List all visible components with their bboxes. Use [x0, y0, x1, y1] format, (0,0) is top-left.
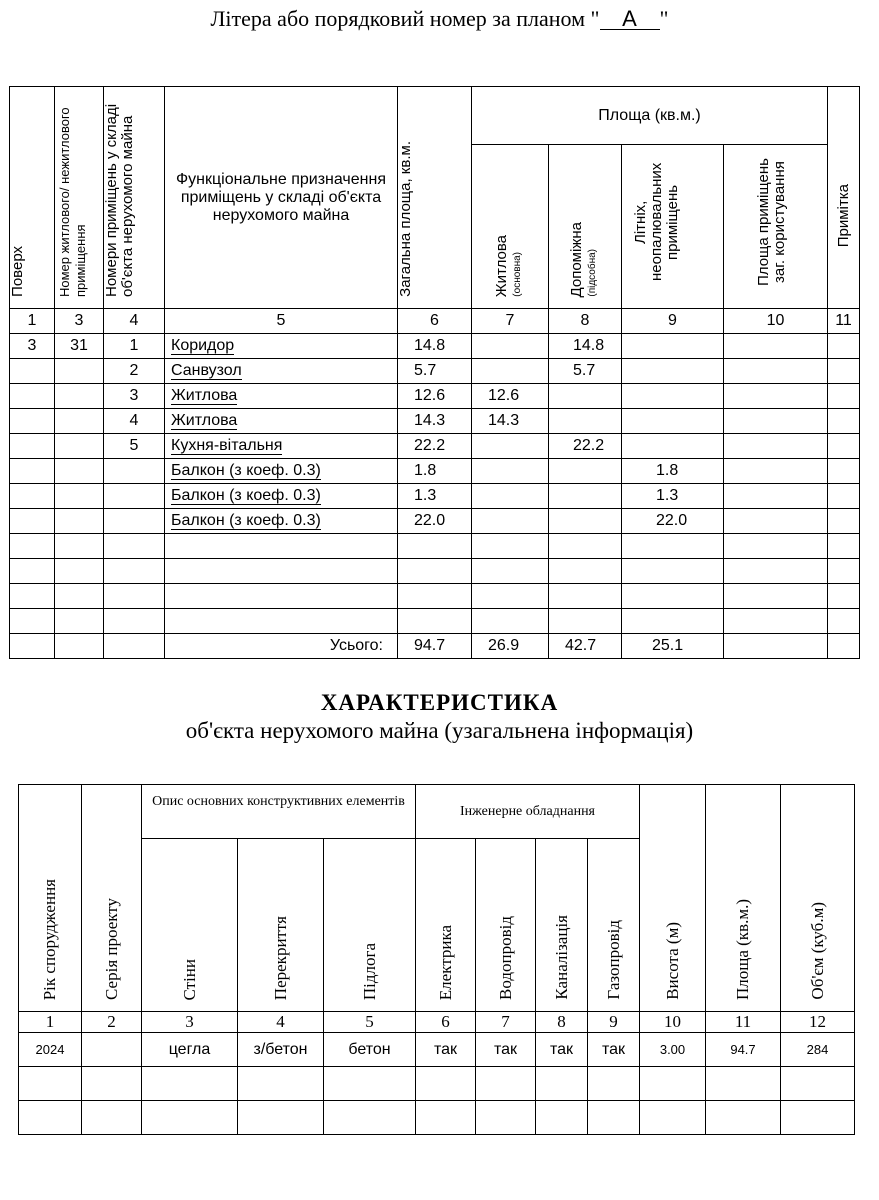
cell-volume: 284	[781, 1033, 855, 1067]
table-row	[19, 1067, 855, 1101]
cell-total	[398, 584, 472, 609]
cell-year: 2024	[19, 1033, 82, 1067]
table-row	[19, 1101, 855, 1135]
cell-living	[472, 609, 549, 634]
cell-common	[724, 559, 828, 584]
cell-total: 12.6	[398, 384, 472, 409]
table-row	[10, 509, 860, 534]
col-header-height: Висота (м)	[640, 785, 706, 1012]
col-header-auxiliary: Допоміжна (підсобна)	[549, 145, 622, 309]
cell-room	[104, 509, 165, 534]
col-header-living: Житлова (основна)	[472, 145, 549, 309]
cell-water	[476, 1067, 536, 1101]
cell-purpose	[165, 584, 398, 609]
characteristics-subtitle: об'єкта нерухомого майна (узагальнена інформація)	[185, 718, 694, 743]
cell-series	[82, 1101, 142, 1135]
cell-living: 14.3	[472, 409, 549, 434]
cell-aux	[549, 534, 622, 559]
col-header-flooring: Підлога	[324, 839, 416, 1012]
cell-unit	[55, 459, 104, 484]
table-row	[10, 559, 860, 584]
col-header-area: Площа (кв.м.)	[706, 785, 781, 1012]
cell-summer: 1.8	[622, 459, 724, 484]
cell-living	[472, 559, 549, 584]
cell-total: 22.0	[398, 509, 472, 534]
purpose-text: Балкон (з коеф. 0.3)	[171, 487, 321, 504]
cell-purpose	[165, 384, 398, 409]
cell-walls	[142, 1101, 238, 1135]
cell-floor	[10, 484, 55, 509]
totals-common	[724, 634, 828, 659]
cell-total	[398, 609, 472, 634]
cell-floor	[10, 359, 55, 384]
cell-note	[828, 509, 860, 534]
cell-room: 4	[104, 409, 165, 434]
cell-common	[724, 609, 828, 634]
cell-common	[724, 484, 828, 509]
cell-purpose	[165, 359, 398, 384]
cell-unit: 31	[55, 334, 104, 359]
cell-sewer	[536, 1101, 588, 1135]
cell-living	[472, 534, 549, 559]
cell-floor: 3	[10, 334, 55, 359]
purpose-text: Балкон (з коеф. 0.3)	[171, 462, 321, 479]
cell-note	[828, 484, 860, 509]
cell-summer	[622, 534, 724, 559]
cell-aux	[549, 409, 622, 434]
cell-aux	[549, 509, 622, 534]
table-row	[10, 584, 860, 609]
totals-living: 26.9	[472, 634, 549, 659]
cell-room: 5	[104, 434, 165, 459]
cell-common	[724, 584, 828, 609]
cell-unit	[55, 559, 104, 584]
col-header-note: Примітка	[828, 87, 860, 309]
plan-letter-value: А	[600, 9, 660, 30]
totals-aux: 42.7	[549, 634, 622, 659]
cell-purpose	[165, 334, 398, 359]
cell-living	[472, 484, 549, 509]
cell-note	[828, 534, 860, 559]
cell-area	[706, 1101, 781, 1135]
cell-purpose	[165, 534, 398, 559]
cell-electric	[416, 1067, 476, 1101]
cell-common	[724, 534, 828, 559]
rooms-area-table	[9, 86, 860, 659]
cell-room	[104, 484, 165, 509]
cell-series	[82, 1033, 142, 1067]
cell-note	[828, 609, 860, 634]
cell-electric	[416, 1101, 476, 1135]
cell-common	[724, 384, 828, 409]
col-header-structure-group: Опис основних конструктивних елементів	[142, 785, 416, 839]
purpose-text: Коридор	[171, 337, 235, 354]
cell-summer	[622, 359, 724, 384]
col-header-room-numbers: Номери приміщень у складі об'єкта нерухомого майна	[104, 87, 165, 309]
table-row	[10, 409, 860, 434]
cell-common	[724, 409, 828, 434]
cell-aux: 22.2	[549, 434, 622, 459]
col-header-summer: Літніх, неопалювальних приміщень	[622, 145, 724, 309]
plan-letter-prefix: Літера або порядковий номер за планом "	[210, 6, 600, 31]
column-numbers-row-2: 1 2 3 4 5 6 7 8 9 10 11 12	[19, 1012, 855, 1033]
cell-aux	[549, 584, 622, 609]
characteristics-table	[18, 784, 855, 1135]
col-header-volume: Об'єм (куб.м)	[781, 785, 855, 1012]
cell-living	[472, 509, 549, 534]
cell-note	[828, 584, 860, 609]
cell-room	[104, 584, 165, 609]
cell-floor	[10, 459, 55, 484]
cell-aux	[549, 484, 622, 509]
cell-gas	[588, 1101, 640, 1135]
purpose-text: Кухня-вітальня	[171, 437, 283, 454]
cell-unit	[55, 609, 104, 634]
cell-unit	[55, 409, 104, 434]
cell-area	[706, 1067, 781, 1101]
cell-common	[724, 359, 828, 384]
cell-note	[828, 359, 860, 384]
cell-summer	[622, 384, 724, 409]
cell-living	[472, 434, 549, 459]
totals-row	[10, 634, 860, 659]
cell-common	[724, 459, 828, 484]
cell-unit	[55, 484, 104, 509]
cell-room	[104, 534, 165, 559]
col-header-unit-number: Номер житлового/ нежитлового приміщення	[55, 87, 104, 309]
cell-unit	[55, 509, 104, 534]
table-row	[10, 484, 860, 509]
col-header-common: Площа приміщень заг. користування	[724, 145, 828, 309]
cell-volume	[781, 1067, 855, 1101]
cell-series	[82, 1067, 142, 1101]
cell-purpose	[165, 484, 398, 509]
cell-height	[640, 1067, 706, 1101]
cell-total	[398, 559, 472, 584]
cell-aux	[549, 459, 622, 484]
cell-room	[104, 559, 165, 584]
plan-letter-line	[0, 6, 879, 32]
cell-total: 14.3	[398, 409, 472, 434]
cell-sewer: так	[536, 1033, 588, 1067]
cell-aux	[549, 384, 622, 409]
table-row	[10, 359, 860, 384]
characteristics-title: ХАРАКТЕРИСТИКА	[320, 690, 559, 715]
col-header-engineering-group: Інженерне обладнання	[416, 785, 640, 839]
cell-flooring	[324, 1067, 416, 1101]
cell-room: 2	[104, 359, 165, 384]
cell-gas	[588, 1067, 640, 1101]
col-header-series: Серія проекту	[82, 785, 142, 1012]
col-header-electric: Електрика	[416, 839, 476, 1012]
cell-common	[724, 434, 828, 459]
cell-living	[472, 459, 549, 484]
cell-walls: цегла	[142, 1033, 238, 1067]
cell-room: 3	[104, 384, 165, 409]
table-row	[10, 334, 860, 359]
cell-note	[828, 434, 860, 459]
cell-total	[398, 534, 472, 559]
cell-summer	[622, 434, 724, 459]
purpose-text: Санвузол	[171, 362, 242, 379]
table-row	[10, 534, 860, 559]
cell-purpose	[165, 409, 398, 434]
cell-floors	[238, 1101, 324, 1135]
cell-walls	[142, 1067, 238, 1101]
cell-room	[104, 459, 165, 484]
cell-purpose	[165, 509, 398, 534]
col-header-area-group: Площа (кв.м.)	[472, 87, 828, 145]
cell-floor	[10, 584, 55, 609]
cell-summer	[622, 609, 724, 634]
col-header-year: Рік спорудження	[19, 785, 82, 1012]
col-header-gas: Газопровід	[588, 839, 640, 1012]
purpose-text: Житлова	[171, 412, 238, 429]
col-header-purpose: Функціональне призначення приміщень у складі об'єкта нерухомого майна	[165, 87, 398, 309]
cell-unit	[55, 384, 104, 409]
cell-floor	[10, 534, 55, 559]
cell-purpose	[165, 459, 398, 484]
cell-total: 1.8	[398, 459, 472, 484]
cell-floors	[238, 1067, 324, 1101]
table-row	[10, 459, 860, 484]
cell-total: 1.3	[398, 484, 472, 509]
table-row	[10, 609, 860, 634]
cell-summer	[622, 334, 724, 359]
cell-total: 5.7	[398, 359, 472, 384]
cell-year	[19, 1101, 82, 1135]
cell-sewer	[536, 1067, 588, 1101]
col-header-walls: Стіни	[142, 839, 238, 1012]
cell-purpose	[165, 559, 398, 584]
col-header-floor: Поверх	[10, 87, 55, 309]
col-header-floors: Перекриття	[238, 839, 324, 1012]
col-header-water: Водопровід	[476, 839, 536, 1012]
cell-floor	[10, 559, 55, 584]
totals-total: 94.7	[398, 634, 472, 659]
column-numbers-row: 1 3 4 5 6 7 8 9 10 11	[10, 309, 860, 334]
purpose-text: Балкон (з коеф. 0.3)	[171, 512, 321, 529]
cell-floor	[10, 409, 55, 434]
totals-summer: 25.1	[622, 634, 724, 659]
purpose-text: Житлова	[171, 387, 238, 404]
cell-floor	[10, 384, 55, 409]
cell-unit	[55, 359, 104, 384]
cell-purpose	[165, 609, 398, 634]
cell-summer	[622, 559, 724, 584]
cell-total: 14.8	[398, 334, 472, 359]
cell-area: 94.7	[706, 1033, 781, 1067]
table-row	[10, 384, 860, 409]
cell-aux	[549, 559, 622, 584]
cell-note	[828, 459, 860, 484]
cell-floor	[10, 434, 55, 459]
cell-aux: 5.7	[549, 359, 622, 384]
cell-common	[724, 509, 828, 534]
col-header-total-area: Загальна площа, кв.м.	[398, 87, 472, 309]
cell-summer: 1.3	[622, 484, 724, 509]
cell-aux: 14.8	[549, 334, 622, 359]
cell-summer	[622, 584, 724, 609]
cell-note	[828, 409, 860, 434]
cell-living	[472, 584, 549, 609]
cell-summer	[622, 409, 724, 434]
table-row	[19, 1033, 855, 1067]
cell-living	[472, 334, 549, 359]
cell-note	[828, 334, 860, 359]
cell-floor	[10, 509, 55, 534]
cell-height: 3.00	[640, 1033, 706, 1067]
cell-room: 1	[104, 334, 165, 359]
cell-total: 22.2	[398, 434, 472, 459]
cell-flooring	[324, 1101, 416, 1135]
cell-room	[104, 609, 165, 634]
cell-floors: з/бетон	[238, 1033, 324, 1067]
totals-note	[828, 634, 860, 659]
cell-note	[828, 384, 860, 409]
cell-height	[640, 1101, 706, 1135]
cell-unit	[55, 434, 104, 459]
cell-unit	[55, 534, 104, 559]
cell-common	[724, 334, 828, 359]
cell-living: 12.6	[472, 384, 549, 409]
cell-electric: так	[416, 1033, 476, 1067]
cell-year	[19, 1067, 82, 1101]
cell-living	[472, 359, 549, 384]
cell-aux	[549, 609, 622, 634]
cell-floor	[10, 609, 55, 634]
plan-letter-suffix: "	[659, 6, 669, 31]
cell-flooring: бетон	[324, 1033, 416, 1067]
cell-purpose	[165, 434, 398, 459]
cell-summer: 22.0	[622, 509, 724, 534]
cell-gas: так	[588, 1033, 640, 1067]
cell-note	[828, 559, 860, 584]
cell-volume	[781, 1101, 855, 1135]
col-header-sewer: Каналізація	[536, 839, 588, 1012]
cell-water	[476, 1101, 536, 1135]
table-row	[10, 434, 860, 459]
totals-label: Усього:	[165, 634, 398, 659]
cell-water: так	[476, 1033, 536, 1067]
cell-unit	[55, 584, 104, 609]
